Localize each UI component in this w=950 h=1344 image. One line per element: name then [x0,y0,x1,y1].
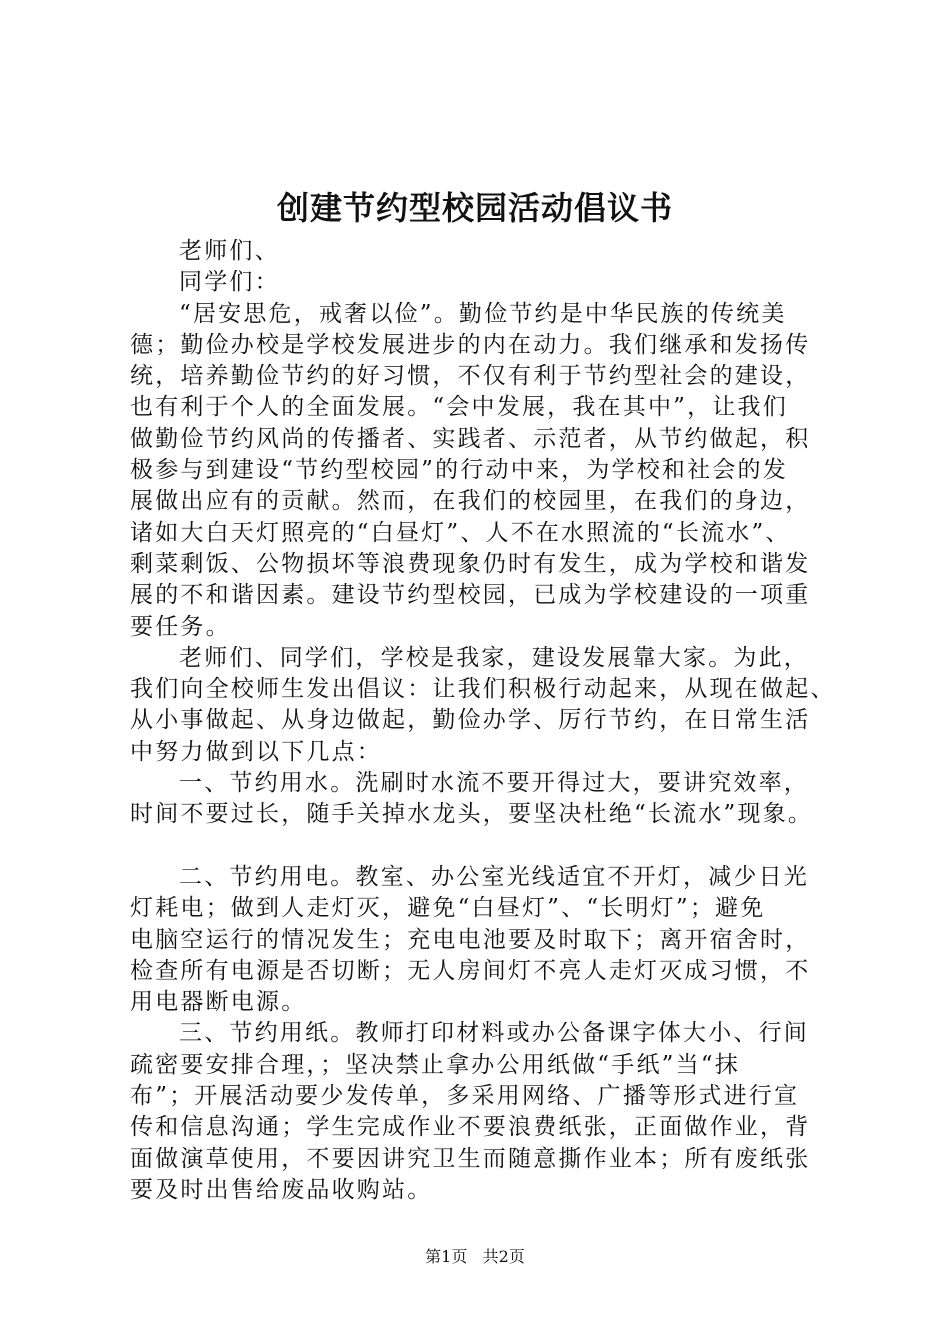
document-title: 创建节约型校园活动倡议书 [276,189,673,227]
salutation-line: 老师们、 [179,238,280,264]
paragraph-line: 统，培养勤俭节约的好习惯，不仅有利于节约型社会的建设， [130,363,811,390]
salutation-line: 同学们： [179,269,280,296]
paragraph-line: 展的不和谐因素。建设节约型校园，已成为学校建设的一项重 [130,582,811,609]
paragraph-line: 我们向全校师生发出倡议：让我们积极行动起来，从现在做起、 [130,676,836,703]
paragraph-line: 德；勤俭办校是学校发展进步的内在动力。我们继承和发扬传 [130,331,811,358]
paragraph-line: 时间不要过长，随手关掉水龙头，要坚决杜绝“长流水”现象。 [130,801,814,828]
paragraph-line: 诸如大白天灯照亮的“白昼灯”、人不在水照流的“长流水”、 [130,519,791,546]
paragraph-line: 极参与到建设“节约型校园”的行动中来，为学校和社会的发 [130,457,788,484]
paragraph-line: 疏密要安排合理，；坚决禁止拿办公用纸做“手纸”当“抹 [130,1051,740,1078]
paragraph-line: 布”；开展活动要少发传单，多采用网络、广播等形式进行宣 [130,1083,800,1110]
paragraph-line: 老师们、同学们，学校是我家，建设发展靠大家。为此， [179,644,809,671]
page-number: 第1页 [425,1247,468,1266]
paragraph-line: 灯耗电；做到人走灯灭，避免“白昼灯”、“长明灯”；避免 [130,895,766,922]
paragraph-line: “居安思危，戒奢以俭”。勤俭节约是中华民族的传统美 [179,300,787,327]
document-body [130,236,850,1206]
paragraph-line: 要任务。 [130,613,231,640]
paragraph-line: 也有利于个人的全面发展。“会中发展，我在其中”，让我们 [130,394,788,421]
paragraph-line: 传和信息沟通；学生完成作业不要浪费纸张，正面做作业，背 [130,1114,811,1141]
paragraph-line: 剩菜剩饭、公物损坏等浪费现象仍时有发生，成为学校和谐发 [130,550,811,577]
paragraph-line: 电脑空运行的情况发生；充电电池要及时取下；离开宿舍时， [130,926,811,953]
paragraph-line: 从小事做起、从身边做起，勤俭办学、厉行节约，在日常生活 [130,707,811,734]
paragraph-line: 一、节约用水。洗刷时水流不要开得过大，要讲究效率， [179,770,809,797]
paragraph-line: 中努力做到以下几点： [130,738,382,765]
blank-line [130,831,850,862]
paragraph-line: 三、节约用纸。教师打印材料或办公备课字体大小、行间 [179,1020,809,1047]
paragraph-line: 检查所有电源是否切断；无人房间灯不亮人走灯灭成习惯，不 [130,957,811,984]
paragraph-line: 展做出应有的贡献。然而，在我们的校园里，在我们的身边， [130,488,811,515]
paragraph-line: 用电器断电源。 [130,989,307,1016]
paragraph-line: 二、节约用电。教室、办公室光线适宜不开灯，减少日光 [179,863,809,890]
paragraph-line: 做勤俭节约风尚的传播者、实践者、示范者，从节约做起，积 [130,425,811,452]
page-total: 共2页 [482,1247,525,1266]
page-footer [0,1246,950,1268]
paragraph-line: 要及时出售给废品收购站。 [130,1176,433,1203]
paragraph-line: 面做演草使用，不要因讲究卫生而随意撕作业本；所有废纸张 [130,1145,811,1172]
